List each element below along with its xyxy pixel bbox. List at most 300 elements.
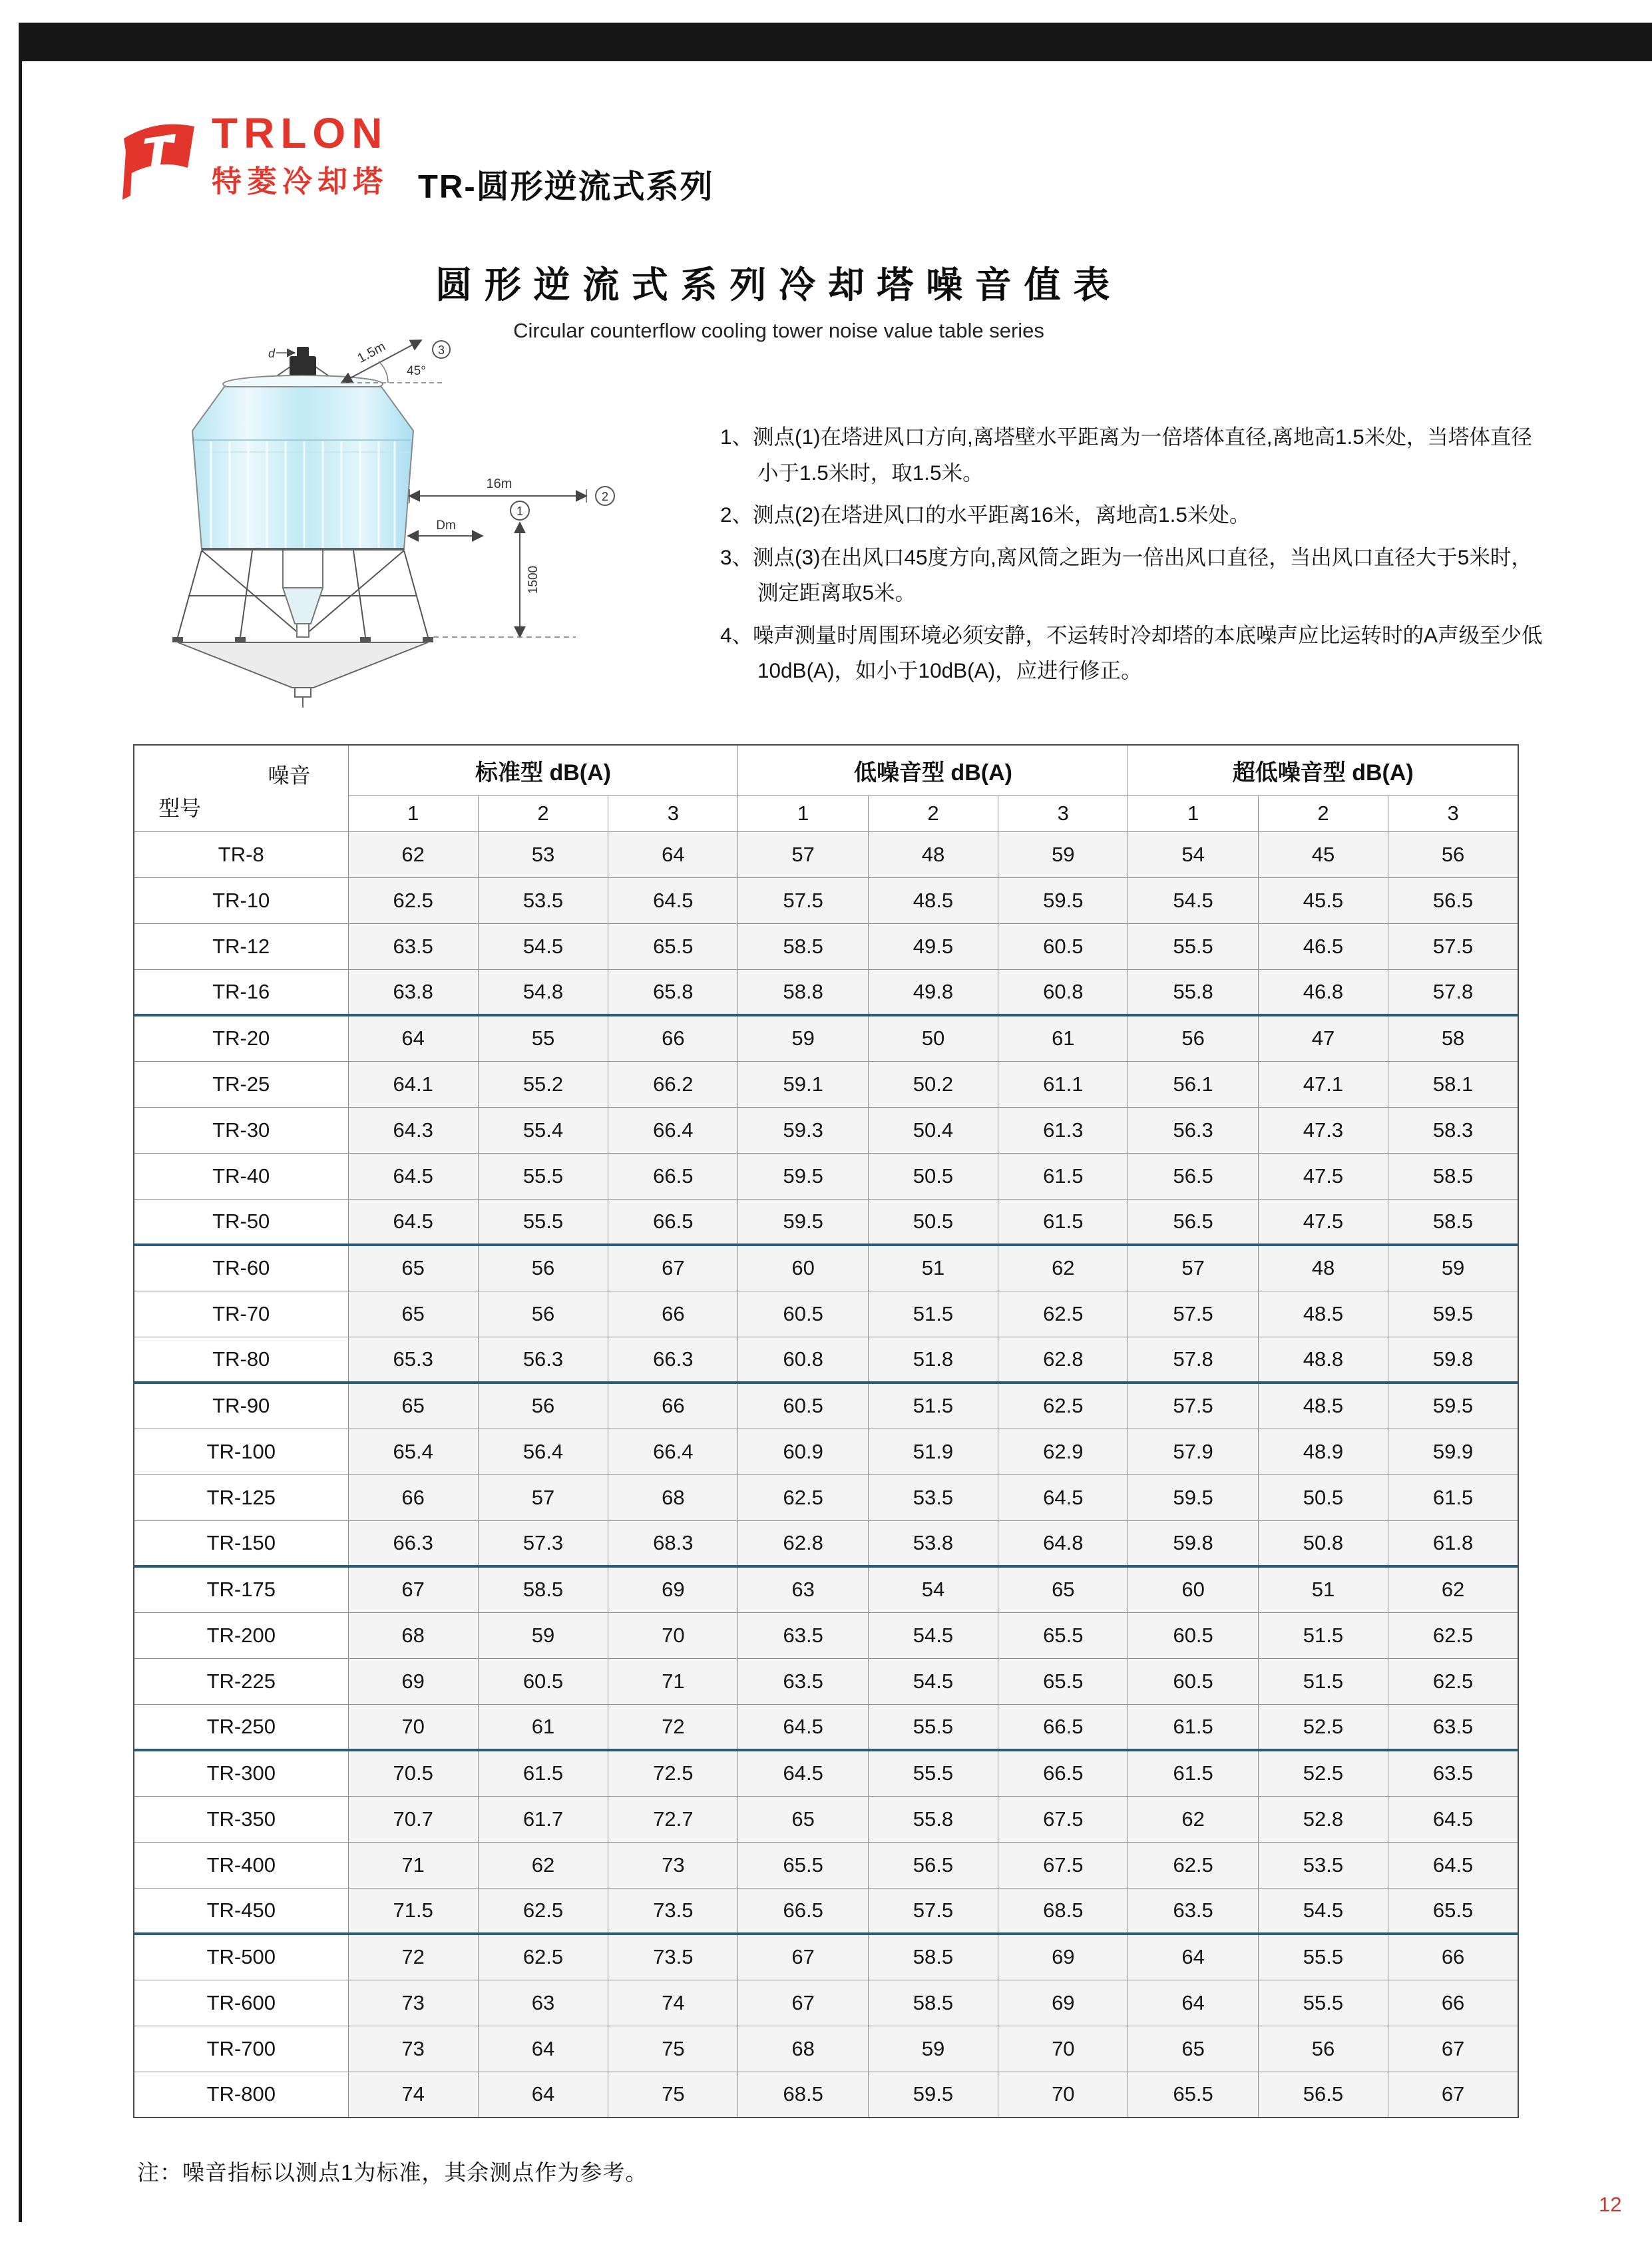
value-cell: 48 <box>1258 1245 1388 1291</box>
value-cell: 65 <box>738 1796 868 1842</box>
tower-body <box>192 387 413 549</box>
value-cell: 62.5 <box>998 1291 1128 1337</box>
value-cell: 60 <box>1128 1566 1258 1612</box>
value-cell: 67.5 <box>998 1796 1128 1842</box>
value-cell: 62 <box>1128 1796 1258 1842</box>
notes-list <box>720 419 1546 696</box>
value-cell: 68 <box>608 1474 738 1520</box>
value-cell: 71 <box>608 1658 738 1704</box>
table-row <box>134 1107 1518 1153</box>
value-cell: 60.9 <box>738 1429 868 1474</box>
value-cell: 56.5 <box>1128 1199 1258 1245</box>
value-cell: 54.5 <box>1128 877 1258 923</box>
value-cell: 66.3 <box>348 1520 478 1566</box>
value-cell: 56.4 <box>478 1429 608 1474</box>
value-cell: 64 <box>478 2026 608 2072</box>
value-cell: 54.5 <box>478 923 608 969</box>
value-cell: 62 <box>478 1842 608 1888</box>
value-cell: 57.5 <box>1388 923 1518 969</box>
value-cell: 67 <box>348 1566 478 1612</box>
value-cell: 62 <box>348 831 478 877</box>
value-cell: 47.5 <box>1258 1153 1388 1199</box>
value-cell: 63 <box>738 1566 868 1612</box>
value-cell: 59.5 <box>738 1153 868 1199</box>
value-cell: 61.5 <box>1388 1474 1518 1520</box>
model-cell: TR-50 <box>134 1199 348 1245</box>
value-cell: 63 <box>478 1980 608 2026</box>
point-header-cell: 3 <box>608 795 738 831</box>
value-cell: 58.5 <box>1388 1153 1518 1199</box>
value-cell: 66 <box>1388 1980 1518 2026</box>
value-cell: 74 <box>348 2072 478 2118</box>
value-cell: 68.3 <box>608 1520 738 1566</box>
value-cell: 66.4 <box>608 1429 738 1474</box>
value-cell: 64 <box>348 1015 478 1061</box>
value-cell: 65 <box>348 1245 478 1291</box>
value-cell: 62.5 <box>478 1934 608 1980</box>
model-cell: TR-80 <box>134 1337 348 1383</box>
point-header-cell: 1 <box>1128 795 1258 831</box>
model-cell: TR-350 <box>134 1796 348 1842</box>
table-row <box>134 923 1518 969</box>
model-cell: TR-225 <box>134 1658 348 1704</box>
model-cell: TR-150 <box>134 1520 348 1566</box>
value-cell: 56.1 <box>1128 1061 1258 1107</box>
value-cell: 55.5 <box>868 1704 998 1750</box>
model-cell: TR-700 <box>134 2026 348 2072</box>
svg-text:3: 3 <box>437 343 445 357</box>
value-cell: 52.5 <box>1258 1704 1388 1750</box>
value-cell: 62 <box>998 1245 1128 1291</box>
value-cell: 51.5 <box>868 1383 998 1429</box>
value-cell: 72.7 <box>608 1796 738 1842</box>
dim-dm-label: Dm <box>436 519 456 533</box>
value-cell: 60.5 <box>1128 1612 1258 1658</box>
model-cell: TR-300 <box>134 1750 348 1796</box>
value-cell: 59.5 <box>868 2072 998 2118</box>
value-cell: 51.8 <box>868 1337 998 1383</box>
value-cell: 57.8 <box>1128 1337 1258 1383</box>
table-row <box>134 1934 1518 1980</box>
value-cell: 59 <box>478 1612 608 1658</box>
value-cell: 62.5 <box>1388 1612 1518 1658</box>
value-cell: 47 <box>1258 1015 1388 1061</box>
value-cell: 54.5 <box>1258 1888 1388 1934</box>
value-cell: 66 <box>608 1015 738 1061</box>
group-header-ultra-low-noise: 超低噪音型 dB(A) <box>1128 745 1518 795</box>
value-cell: 53 <box>478 831 608 877</box>
value-cell: 58.3 <box>1388 1107 1518 1153</box>
model-cell: TR-10 <box>134 877 348 923</box>
value-cell: 56 <box>478 1291 608 1337</box>
value-cell: 73 <box>608 1842 738 1888</box>
table-row <box>134 831 1518 877</box>
table-row <box>134 1842 1518 1888</box>
tower-illustration <box>172 347 433 708</box>
value-cell: 66.4 <box>608 1107 738 1153</box>
left-edge-rule <box>19 23 22 2222</box>
value-cell: 71.5 <box>348 1888 478 1934</box>
value-cell: 59.8 <box>1128 1520 1258 1566</box>
value-cell: 53.5 <box>868 1474 998 1520</box>
value-cell: 45.5 <box>1258 877 1388 923</box>
value-cell: 51.5 <box>1258 1658 1388 1704</box>
point-header-cell: 3 <box>998 795 1128 831</box>
dimension-1-5m <box>341 339 450 383</box>
point-header-cell: 2 <box>1258 795 1388 831</box>
value-cell: 60.8 <box>738 1337 868 1383</box>
value-cell: 59 <box>738 1015 868 1061</box>
value-cell: 69 <box>998 1980 1128 2026</box>
value-cell: 59 <box>868 2026 998 2072</box>
value-cell: 60.5 <box>1128 1658 1258 1704</box>
value-cell: 59.5 <box>1388 1291 1518 1337</box>
value-cell: 60.5 <box>478 1658 608 1704</box>
corner-label-noise: 噪音 <box>268 764 311 787</box>
footnote: 注：噪音指标以测点1为标准，其余测点作为参考。 <box>137 2160 648 2185</box>
point-header-cell: 2 <box>868 795 998 831</box>
value-cell: 57 <box>738 831 868 877</box>
value-cell: 64.5 <box>998 1474 1128 1520</box>
value-cell: 65.4 <box>348 1429 478 1474</box>
value-cell: 61.5 <box>478 1750 608 1796</box>
dimension-16m <box>409 477 614 505</box>
point-header-cell: 1 <box>348 795 478 831</box>
value-cell: 58 <box>1388 1015 1518 1061</box>
value-cell: 65.3 <box>348 1337 478 1383</box>
water-basin <box>178 642 428 688</box>
value-cell: 63.5 <box>1128 1888 1258 1934</box>
value-cell: 64 <box>1128 1980 1258 2026</box>
value-cell: 59 <box>1388 1245 1518 1291</box>
page-title-zh: 圆形逆流式系列冷却塔噪音值表 <box>435 264 1122 306</box>
value-cell: 57.3 <box>478 1520 608 1566</box>
value-cell: 56.5 <box>1388 877 1518 923</box>
value-cell: 60.5 <box>738 1291 868 1337</box>
value-cell: 51.9 <box>868 1429 998 1474</box>
model-cell: TR-175 <box>134 1566 348 1612</box>
value-cell: 60.8 <box>998 969 1128 1015</box>
value-cell: 50.2 <box>868 1061 998 1107</box>
table-row <box>134 1658 1518 1704</box>
table-row <box>134 877 1518 923</box>
model-cell: TR-500 <box>134 1934 348 1980</box>
value-cell: 50.4 <box>868 1107 998 1153</box>
value-cell: 60 <box>738 1245 868 1291</box>
value-cell: 59.3 <box>738 1107 868 1153</box>
page-title-en: Circular counterflow cooling tower noise value table series <box>513 319 1044 342</box>
value-cell: 66.3 <box>608 1337 738 1383</box>
value-cell: 59.5 <box>998 877 1128 923</box>
model-cell: TR-200 <box>134 1612 348 1658</box>
group-header-standard: 标准型 dB(A) <box>348 745 738 795</box>
value-cell: 66.5 <box>998 1704 1128 1750</box>
model-cell: TR-400 <box>134 1842 348 1888</box>
value-cell: 65.8 <box>608 969 738 1015</box>
value-cell: 59.9 <box>1388 1429 1518 1474</box>
value-cell: 67 <box>1388 2026 1518 2072</box>
value-cell: 70.5 <box>348 1750 478 1796</box>
table-row <box>134 2072 1518 2118</box>
value-cell: 63.5 <box>348 923 478 969</box>
value-cell: 50.5 <box>1258 1474 1388 1520</box>
table-row <box>134 1888 1518 1934</box>
table-row <box>134 1750 1518 1796</box>
value-cell: 72.5 <box>608 1750 738 1796</box>
value-cell: 65.5 <box>1388 1888 1518 1934</box>
value-cell: 61.3 <box>998 1107 1128 1153</box>
value-cell: 56 <box>1128 1015 1258 1061</box>
value-cell: 59.5 <box>738 1199 868 1245</box>
value-cell: 61.5 <box>1128 1750 1258 1796</box>
value-cell: 60.5 <box>738 1383 868 1429</box>
value-cell: 70 <box>608 1612 738 1658</box>
value-cell: 58.8 <box>738 969 868 1015</box>
value-cell: 64.5 <box>348 1153 478 1199</box>
motor <box>290 356 316 377</box>
value-cell: 68 <box>348 1612 478 1658</box>
note-item: 4、噪声测量时周围环境必须安静，不运转时冷却塔的本底噪声应比运转时的A声级至少低10dB(A)，如小于10dB(A)，应进行修正。 <box>720 622 1543 683</box>
point-header-cell: 2 <box>478 795 608 831</box>
value-cell: 68.5 <box>738 2072 868 2118</box>
value-cell: 75 <box>608 2026 738 2072</box>
model-cell: TR-16 <box>134 969 348 1015</box>
table-row <box>134 1796 1518 1842</box>
value-cell: 56 <box>1258 2026 1388 2072</box>
value-cell: 56.5 <box>1128 1153 1258 1199</box>
value-cell: 55 <box>478 1015 608 1061</box>
value-cell: 55.8 <box>868 1796 998 1842</box>
table-row <box>134 1980 1518 2026</box>
value-cell: 53.5 <box>1258 1842 1388 1888</box>
value-cell: 64.5 <box>608 877 738 923</box>
model-cell: TR-100 <box>134 1429 348 1474</box>
value-cell: 50 <box>868 1015 998 1061</box>
note-item: 2、测点(2)在塔进风口的水平距离16米，离地高1.5米处。 <box>720 503 1251 527</box>
table-row <box>134 1199 1518 1245</box>
brand-text <box>212 109 389 198</box>
value-cell: 57.9 <box>1128 1429 1258 1474</box>
value-cell: 64.1 <box>348 1061 478 1107</box>
value-cell: 49.8 <box>868 969 998 1015</box>
angle-45-label: 45° <box>407 364 426 378</box>
model-cell: TR-25 <box>134 1061 348 1107</box>
value-cell: 62.5 <box>478 1888 608 1934</box>
model-cell: TR-90 <box>134 1383 348 1429</box>
table-row <box>134 1015 1518 1061</box>
value-cell: 65.5 <box>998 1612 1128 1658</box>
value-cell: 67 <box>1388 2072 1518 2118</box>
value-cell: 54.5 <box>868 1612 998 1658</box>
value-cell: 61.5 <box>1128 1704 1258 1750</box>
value-cell: 59.5 <box>1128 1474 1258 1520</box>
value-cell: 47.3 <box>1258 1107 1388 1153</box>
value-cell: 73 <box>348 1980 478 2026</box>
value-cell: 50.5 <box>868 1153 998 1199</box>
value-cell: 75 <box>608 2072 738 2118</box>
value-cell: 64.5 <box>348 1199 478 1245</box>
value-cell: 48.9 <box>1258 1429 1388 1474</box>
value-cell: 55.5 <box>868 1750 998 1796</box>
value-cell: 66.5 <box>738 1888 868 1934</box>
value-cell: 68 <box>738 2026 868 2072</box>
dimension-dm <box>408 519 483 536</box>
value-cell: 60.5 <box>998 923 1128 969</box>
model-cell: TR-70 <box>134 1291 348 1337</box>
value-cell: 65 <box>348 1383 478 1429</box>
model-cell: TR-20 <box>134 1015 348 1061</box>
value-cell: 48.5 <box>868 877 998 923</box>
dim-16m-label: 16m <box>486 477 513 491</box>
value-cell: 57.8 <box>1388 969 1518 1015</box>
value-cell: 66.5 <box>998 1750 1128 1796</box>
value-cell: 65 <box>348 1291 478 1337</box>
value-cell: 55.5 <box>478 1199 608 1245</box>
value-cell: 70 <box>348 1704 478 1750</box>
value-cell: 55.4 <box>478 1107 608 1153</box>
model-cell: TR-250 <box>134 1704 348 1750</box>
table-row <box>134 1337 1518 1383</box>
table-row <box>134 1061 1518 1107</box>
table-row <box>134 2026 1518 2072</box>
value-cell: 45 <box>1258 831 1388 877</box>
value-cell: 68.5 <box>998 1888 1128 1934</box>
value-cell: 57.5 <box>868 1888 998 1934</box>
model-cell: TR-600 <box>134 1980 348 2026</box>
value-cell: 66.2 <box>608 1061 738 1107</box>
value-cell: 64 <box>478 2072 608 2118</box>
value-cell: 70 <box>998 2026 1128 2072</box>
value-cell: 66 <box>608 1291 738 1337</box>
value-cell: 58.5 <box>1388 1199 1518 1245</box>
point-header-cell: 1 <box>738 795 868 831</box>
value-cell: 58.5 <box>868 1934 998 1980</box>
value-cell: 59 <box>998 831 1128 877</box>
value-cell: 56.5 <box>868 1842 998 1888</box>
value-cell: 46.8 <box>1258 969 1388 1015</box>
table-row <box>134 1474 1518 1520</box>
value-cell: 70.7 <box>348 1796 478 1842</box>
value-cell: 56 <box>478 1383 608 1429</box>
brand-subtitle: 特菱冷却塔 <box>212 164 389 198</box>
noise-table <box>133 744 1519 2118</box>
value-cell: 64 <box>608 831 738 877</box>
value-cell: 56.5 <box>1258 2072 1388 2118</box>
value-cell: 61.8 <box>1388 1520 1518 1566</box>
value-cell: 73.5 <box>608 1888 738 1934</box>
value-cell: 56 <box>1388 831 1518 877</box>
note-item: 3、测点(3)在出风口45度方向,离风筒之距为一倍出风口直径，当出风口直径大于5米时，测定距离取5米。 <box>720 545 1532 605</box>
model-cell: TR-30 <box>134 1107 348 1153</box>
value-cell: 59.8 <box>1388 1337 1518 1383</box>
value-cell: 50.5 <box>868 1199 998 1245</box>
value-cell: 69 <box>608 1566 738 1612</box>
value-cell: 61 <box>998 1015 1128 1061</box>
model-cell: TR-450 <box>134 1888 348 1934</box>
value-cell: 50.8 <box>1258 1520 1388 1566</box>
value-cell: 62.5 <box>738 1474 868 1520</box>
point-marker-3 <box>433 341 450 358</box>
value-cell: 58.5 <box>478 1566 608 1612</box>
top-bar <box>19 23 1652 61</box>
value-cell: 62.8 <box>998 1337 1128 1383</box>
value-cell: 59.1 <box>738 1061 868 1107</box>
value-cell: 63.8 <box>348 969 478 1015</box>
value-cell: 51.5 <box>1258 1612 1388 1658</box>
point-marker-1 <box>511 501 529 520</box>
value-cell: 48.5 <box>1258 1291 1388 1337</box>
trlon-logo-icon <box>120 112 198 212</box>
series-title: TR-圆形逆流式系列 <box>418 169 714 205</box>
value-cell: 72 <box>348 1934 478 1980</box>
value-cell: 67 <box>738 1980 868 2026</box>
brand-name: TRLON <box>212 109 389 157</box>
value-cell: 66.5 <box>608 1199 738 1245</box>
table-row <box>134 1383 1518 1429</box>
model-cell: TR-8 <box>134 831 348 877</box>
value-cell: 54.5 <box>868 1658 998 1704</box>
value-cell: 65.5 <box>738 1842 868 1888</box>
value-cell: 55.5 <box>1258 1934 1388 1980</box>
value-cell: 56 <box>478 1245 608 1291</box>
value-cell: 54.8 <box>478 969 608 1015</box>
value-cell: 73 <box>348 2026 478 2072</box>
corner-label-model: 型号 <box>158 795 202 820</box>
value-cell: 55.5 <box>1128 923 1258 969</box>
model-cell: TR-800 <box>134 2072 348 2118</box>
value-cell: 52.8 <box>1258 1796 1388 1842</box>
corner-cell <box>134 745 348 831</box>
value-cell: 57 <box>1128 1245 1258 1291</box>
value-cell: 61.5 <box>998 1153 1128 1199</box>
value-cell: 65.5 <box>608 923 738 969</box>
dim-1500-label: 1500 <box>526 565 540 594</box>
value-cell: 54 <box>868 1566 998 1612</box>
value-cell: 54 <box>1128 831 1258 877</box>
value-cell: 55.2 <box>478 1061 608 1107</box>
noise-table-body <box>134 831 1518 2118</box>
page-title-block <box>160 256 1398 343</box>
value-cell: 56.3 <box>478 1337 608 1383</box>
value-cell: 67 <box>608 1245 738 1291</box>
group-header-row <box>134 745 1518 795</box>
value-cell: 72 <box>608 1704 738 1750</box>
value-cell: 57 <box>478 1474 608 1520</box>
value-cell: 49.5 <box>868 923 998 969</box>
value-cell: 64 <box>1128 1934 1258 1980</box>
value-cell: 53.5 <box>478 877 608 923</box>
value-cell: 58.5 <box>868 1980 998 2026</box>
value-cell: 64.5 <box>1388 1842 1518 1888</box>
value-cell: 64.8 <box>998 1520 1128 1566</box>
value-cell: 61.7 <box>478 1796 608 1842</box>
value-cell: 66 <box>348 1474 478 1520</box>
value-cell: 62.9 <box>998 1429 1128 1474</box>
value-cell: 57.5 <box>1128 1383 1258 1429</box>
brand-block <box>120 109 389 212</box>
model-cell: TR-125 <box>134 1474 348 1520</box>
value-cell: 62 <box>1388 1566 1518 1612</box>
value-cell: 53.8 <box>868 1520 998 1566</box>
value-cell: 73.5 <box>608 1934 738 1980</box>
svg-text:1: 1 <box>516 505 524 518</box>
value-cell: 62.5 <box>348 877 478 923</box>
value-cell: 52.5 <box>1258 1750 1388 1796</box>
value-cell: 66 <box>608 1383 738 1429</box>
value-cell: 57.5 <box>738 877 868 923</box>
value-cell: 62.5 <box>1128 1842 1258 1888</box>
dim-1-5m-label: 1.5m <box>355 339 388 366</box>
